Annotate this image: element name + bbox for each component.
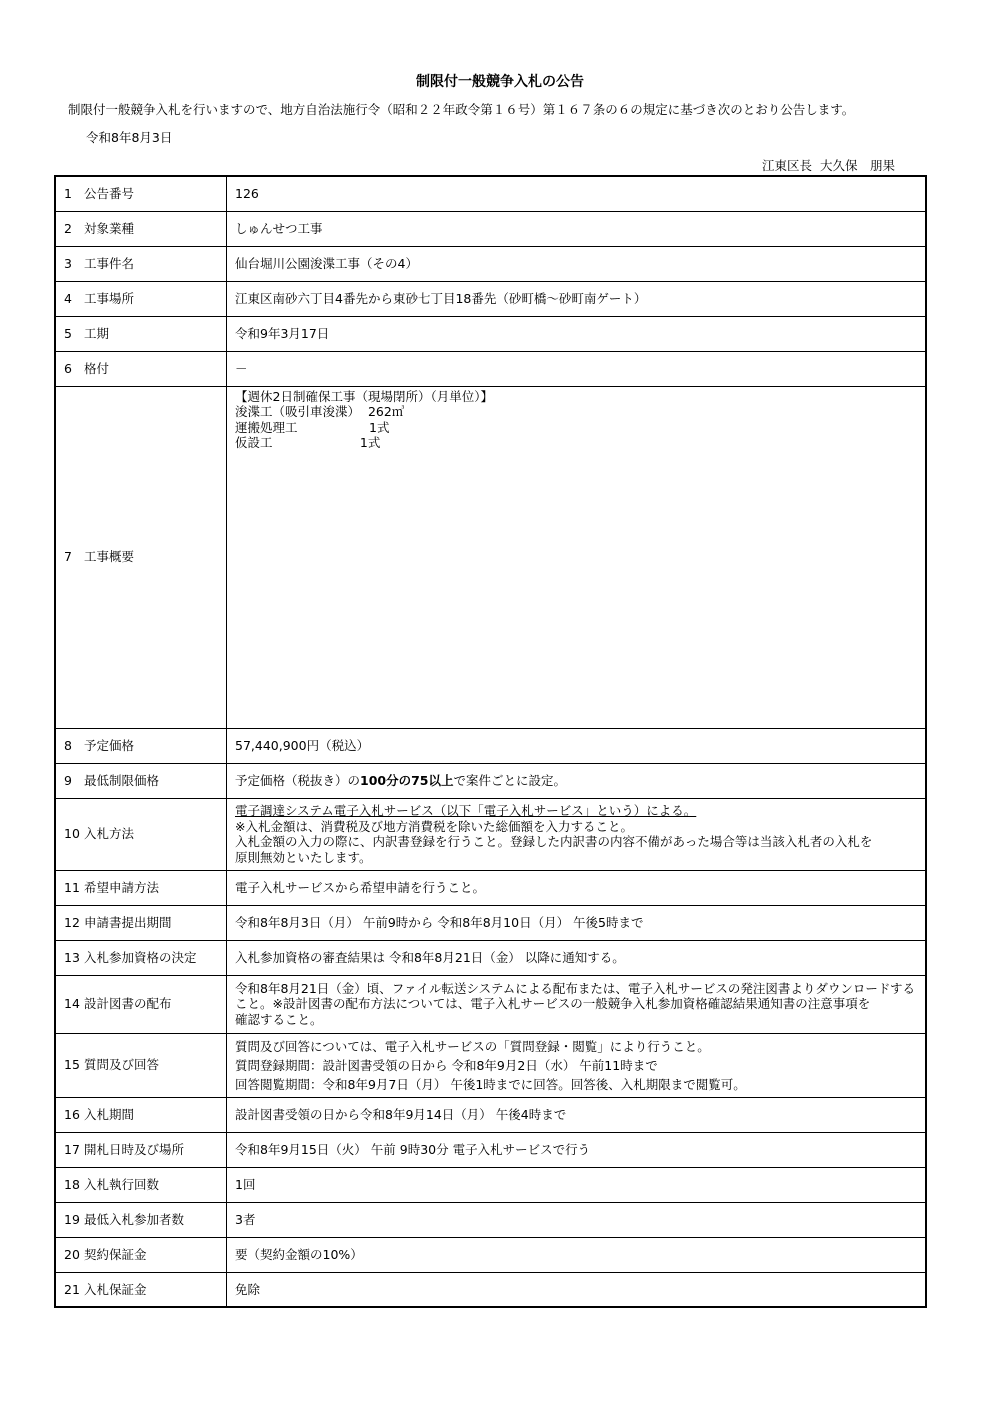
row-label-text: 設計図書の配布	[84, 996, 172, 1012]
table-row	[55, 763, 926, 798]
intro-text: 制限付一般競争入札を行いますので、地方自治法施行令（昭和２２年政令第１６号）第１６７条の６の規定に基づき次のとおり公告します。	[68, 102, 855, 117]
row-label-text: 入札保証金	[84, 1281, 147, 1297]
row-value: 要（契約金額の10%）	[227, 1237, 927, 1272]
table-row	[55, 940, 926, 975]
issuer-position: 江東区長	[761, 158, 812, 173]
table-row	[55, 246, 926, 281]
row-label-text: 工期	[84, 325, 110, 341]
row-value	[227, 386, 927, 728]
row-number: 5	[64, 325, 72, 341]
row-label	[55, 905, 227, 940]
row-number: 19	[64, 1211, 80, 1227]
row-label-text: 格付	[84, 360, 110, 376]
drawing-dist-line: 確認すること。	[235, 1011, 323, 1027]
row-value	[227, 798, 927, 870]
row-label-text: 契約保証金	[84, 1246, 147, 1262]
overview-line: 仮設工 1式	[235, 435, 381, 450]
row-label-text: 入札参加資格の決定	[84, 949, 197, 965]
row-number: 8	[64, 737, 72, 753]
row-label-text: 工事概要	[84, 549, 135, 565]
row-label	[55, 386, 227, 728]
bid-method-line: ※入札金額は、消費税及び地方消費税を除いた総価額を入力すること。	[235, 818, 633, 834]
row-label	[55, 246, 227, 281]
row-label	[55, 975, 227, 1033]
table-row	[55, 905, 926, 940]
table-row	[55, 351, 926, 386]
row-value: 江東区南砂六丁目4番先から東砂七丁目18番先（砂町橋～砂町南ゲート）	[227, 281, 927, 316]
row-label	[55, 1167, 227, 1202]
table-row	[55, 1237, 926, 1272]
notice-table	[54, 175, 927, 1308]
row-number: 2	[64, 220, 72, 236]
row-label	[55, 176, 227, 211]
row-number: 13	[64, 949, 80, 965]
qa-line: 質問登録期間：設計図書受領の日から 令和8年9月2日（水） 午前11時まで	[235, 1057, 658, 1073]
row-label	[55, 1202, 227, 1237]
row-label-text: 希望申請方法	[84, 879, 160, 895]
row-label-text: 公告番号	[84, 186, 135, 201]
table-row	[55, 975, 926, 1033]
row-number: 4	[64, 290, 72, 306]
table-row	[55, 1097, 926, 1132]
issuer-name: 大久保 朋果	[819, 158, 895, 173]
qa-line: 回答閲覧期間：令和8年9月7日（月） 午後1時までに回答。回答後、入札期限まで閲覧可。	[235, 1076, 746, 1092]
min-price-prefix: 予定価格（税抜き）の	[235, 772, 361, 788]
table-row	[55, 1272, 926, 1307]
row-label	[55, 351, 227, 386]
row-label	[55, 798, 227, 870]
row-label	[55, 1097, 227, 1132]
row-number: 9	[64, 772, 72, 788]
row-label-text: 対象業種	[84, 220, 135, 236]
row-number: 1	[64, 186, 72, 201]
row-value: しゅんせつ工事	[227, 211, 927, 246]
row-label-text: 入札期間	[84, 1106, 135, 1122]
row-label	[55, 1272, 227, 1307]
row-number: 21	[64, 1281, 80, 1297]
row-label-text: 予定価格	[84, 737, 135, 753]
row-value: 仙台堀川公園浚渫工事（その4）	[227, 246, 927, 281]
row-number: 12	[64, 914, 80, 930]
row-label-text: 入札方法	[84, 826, 135, 842]
row-label-text: 最低制限価格	[84, 772, 160, 788]
row-label	[55, 870, 227, 905]
overview-line: 【週休2日制確保工事（現場閉所）（月単位）】	[235, 388, 493, 404]
table-row	[55, 798, 926, 870]
row-value: 令和8年9月15日（火） 午前 9時30分 電子入札サービスで行う	[227, 1132, 927, 1167]
min-price-ratio: 100分の75以上	[360, 772, 454, 788]
row-value: －	[227, 351, 927, 386]
row-label	[55, 1033, 227, 1097]
table-row	[55, 728, 926, 763]
row-label	[55, 281, 227, 316]
row-value: 入札参加資格の審査結果は 令和8年8月21日（金） 以降に通知する。	[227, 940, 927, 975]
row-value: 126	[227, 176, 927, 211]
table-row	[55, 386, 926, 728]
drawing-dist-line: こと。※設計図書の配布方法については、電子入札サービスの一般競争入札参加資格確認結果通知書の注意事項を	[235, 996, 871, 1012]
notice-date: 令和8年8月3日	[86, 130, 173, 145]
row-label	[55, 211, 227, 246]
row-label-text: 工事件名	[84, 255, 135, 271]
table-row	[55, 870, 926, 905]
row-number: 10	[64, 826, 80, 842]
row-number: 20	[64, 1246, 80, 1262]
row-label	[55, 1237, 227, 1272]
row-value	[227, 1033, 927, 1097]
row-value: 1回	[227, 1167, 927, 1202]
drawing-dist-line: 令和8年8月21日（金）頃、ファイル転送システムによる配布または、電子入札サービスの発注図書よりダウンロードする	[235, 980, 915, 996]
notice-title: 制限付一般競争入札の公告	[416, 74, 584, 90]
table-row	[55, 1202, 926, 1237]
table-row	[55, 281, 926, 316]
table-row	[55, 316, 926, 351]
row-label-text: 最低入札参加者数	[84, 1211, 185, 1227]
row-label	[55, 1132, 227, 1167]
row-number: 16	[64, 1106, 80, 1122]
row-label	[55, 316, 227, 351]
row-value	[227, 975, 927, 1033]
bid-method-line: 入札金額の入力の際に、内訳書登録を行うこと。登録した内訳書の内容不備があった場合等は当該入札者の入札を	[235, 834, 873, 849]
bid-method-line: 原則無効といたします。	[235, 849, 372, 865]
row-label-text: 質問及び回答	[84, 1057, 160, 1073]
row-label	[55, 940, 227, 975]
row-value: 3者	[227, 1202, 927, 1237]
issuer	[762, 156, 895, 174]
row-value	[227, 763, 927, 798]
row-number: 18	[64, 1176, 80, 1192]
row-value: 57,440,900円（税込）	[227, 728, 927, 763]
overview-line: 運搬処理工 1式	[235, 419, 390, 435]
row-number: 17	[64, 1141, 80, 1157]
row-value: 令和8年8月3日（月） 午前9時から 令和8年8月10日（月） 午後5時まで	[227, 905, 927, 940]
table-row	[55, 1132, 926, 1167]
overview-line: 浚渫工（吸引車浚渫） 262㎥	[235, 404, 405, 419]
bid-method-line: 電子調達システム電子入札サービス（以下「電子入札サービス」という）による。	[235, 803, 697, 818]
table-row	[55, 1033, 926, 1097]
table-row	[55, 176, 926, 211]
row-label	[55, 763, 227, 798]
row-number: 15	[64, 1057, 80, 1073]
row-number: 6	[64, 360, 72, 376]
min-price-suffix: で案件ごとに設定。	[453, 772, 567, 788]
row-label-text: 申請書提出期間	[84, 914, 172, 930]
row-value: 設計図書受領の日から令和8年9月14日（月） 午後4時まで	[227, 1097, 927, 1132]
table-row	[55, 1167, 926, 1202]
row-label-text: 工事場所	[84, 290, 135, 306]
qa-line: 質問及び回答については、電子入札サービスの「質問登録・閲覧」により行うこと。	[235, 1038, 710, 1054]
row-value: 免除	[227, 1272, 927, 1307]
row-label-text: 開札日時及び場所	[84, 1141, 185, 1157]
row-number: 3	[64, 255, 72, 271]
row-value: 電子入札サービスから希望申請を行うこと。	[227, 870, 927, 905]
row-value: 令和9年3月17日	[227, 316, 927, 351]
row-number: 14	[64, 996, 80, 1012]
row-label	[55, 728, 227, 763]
row-label-text: 入札執行回数	[84, 1176, 160, 1192]
row-number: 11	[64, 879, 80, 895]
table-row	[55, 211, 926, 246]
row-number: 7	[64, 549, 72, 565]
